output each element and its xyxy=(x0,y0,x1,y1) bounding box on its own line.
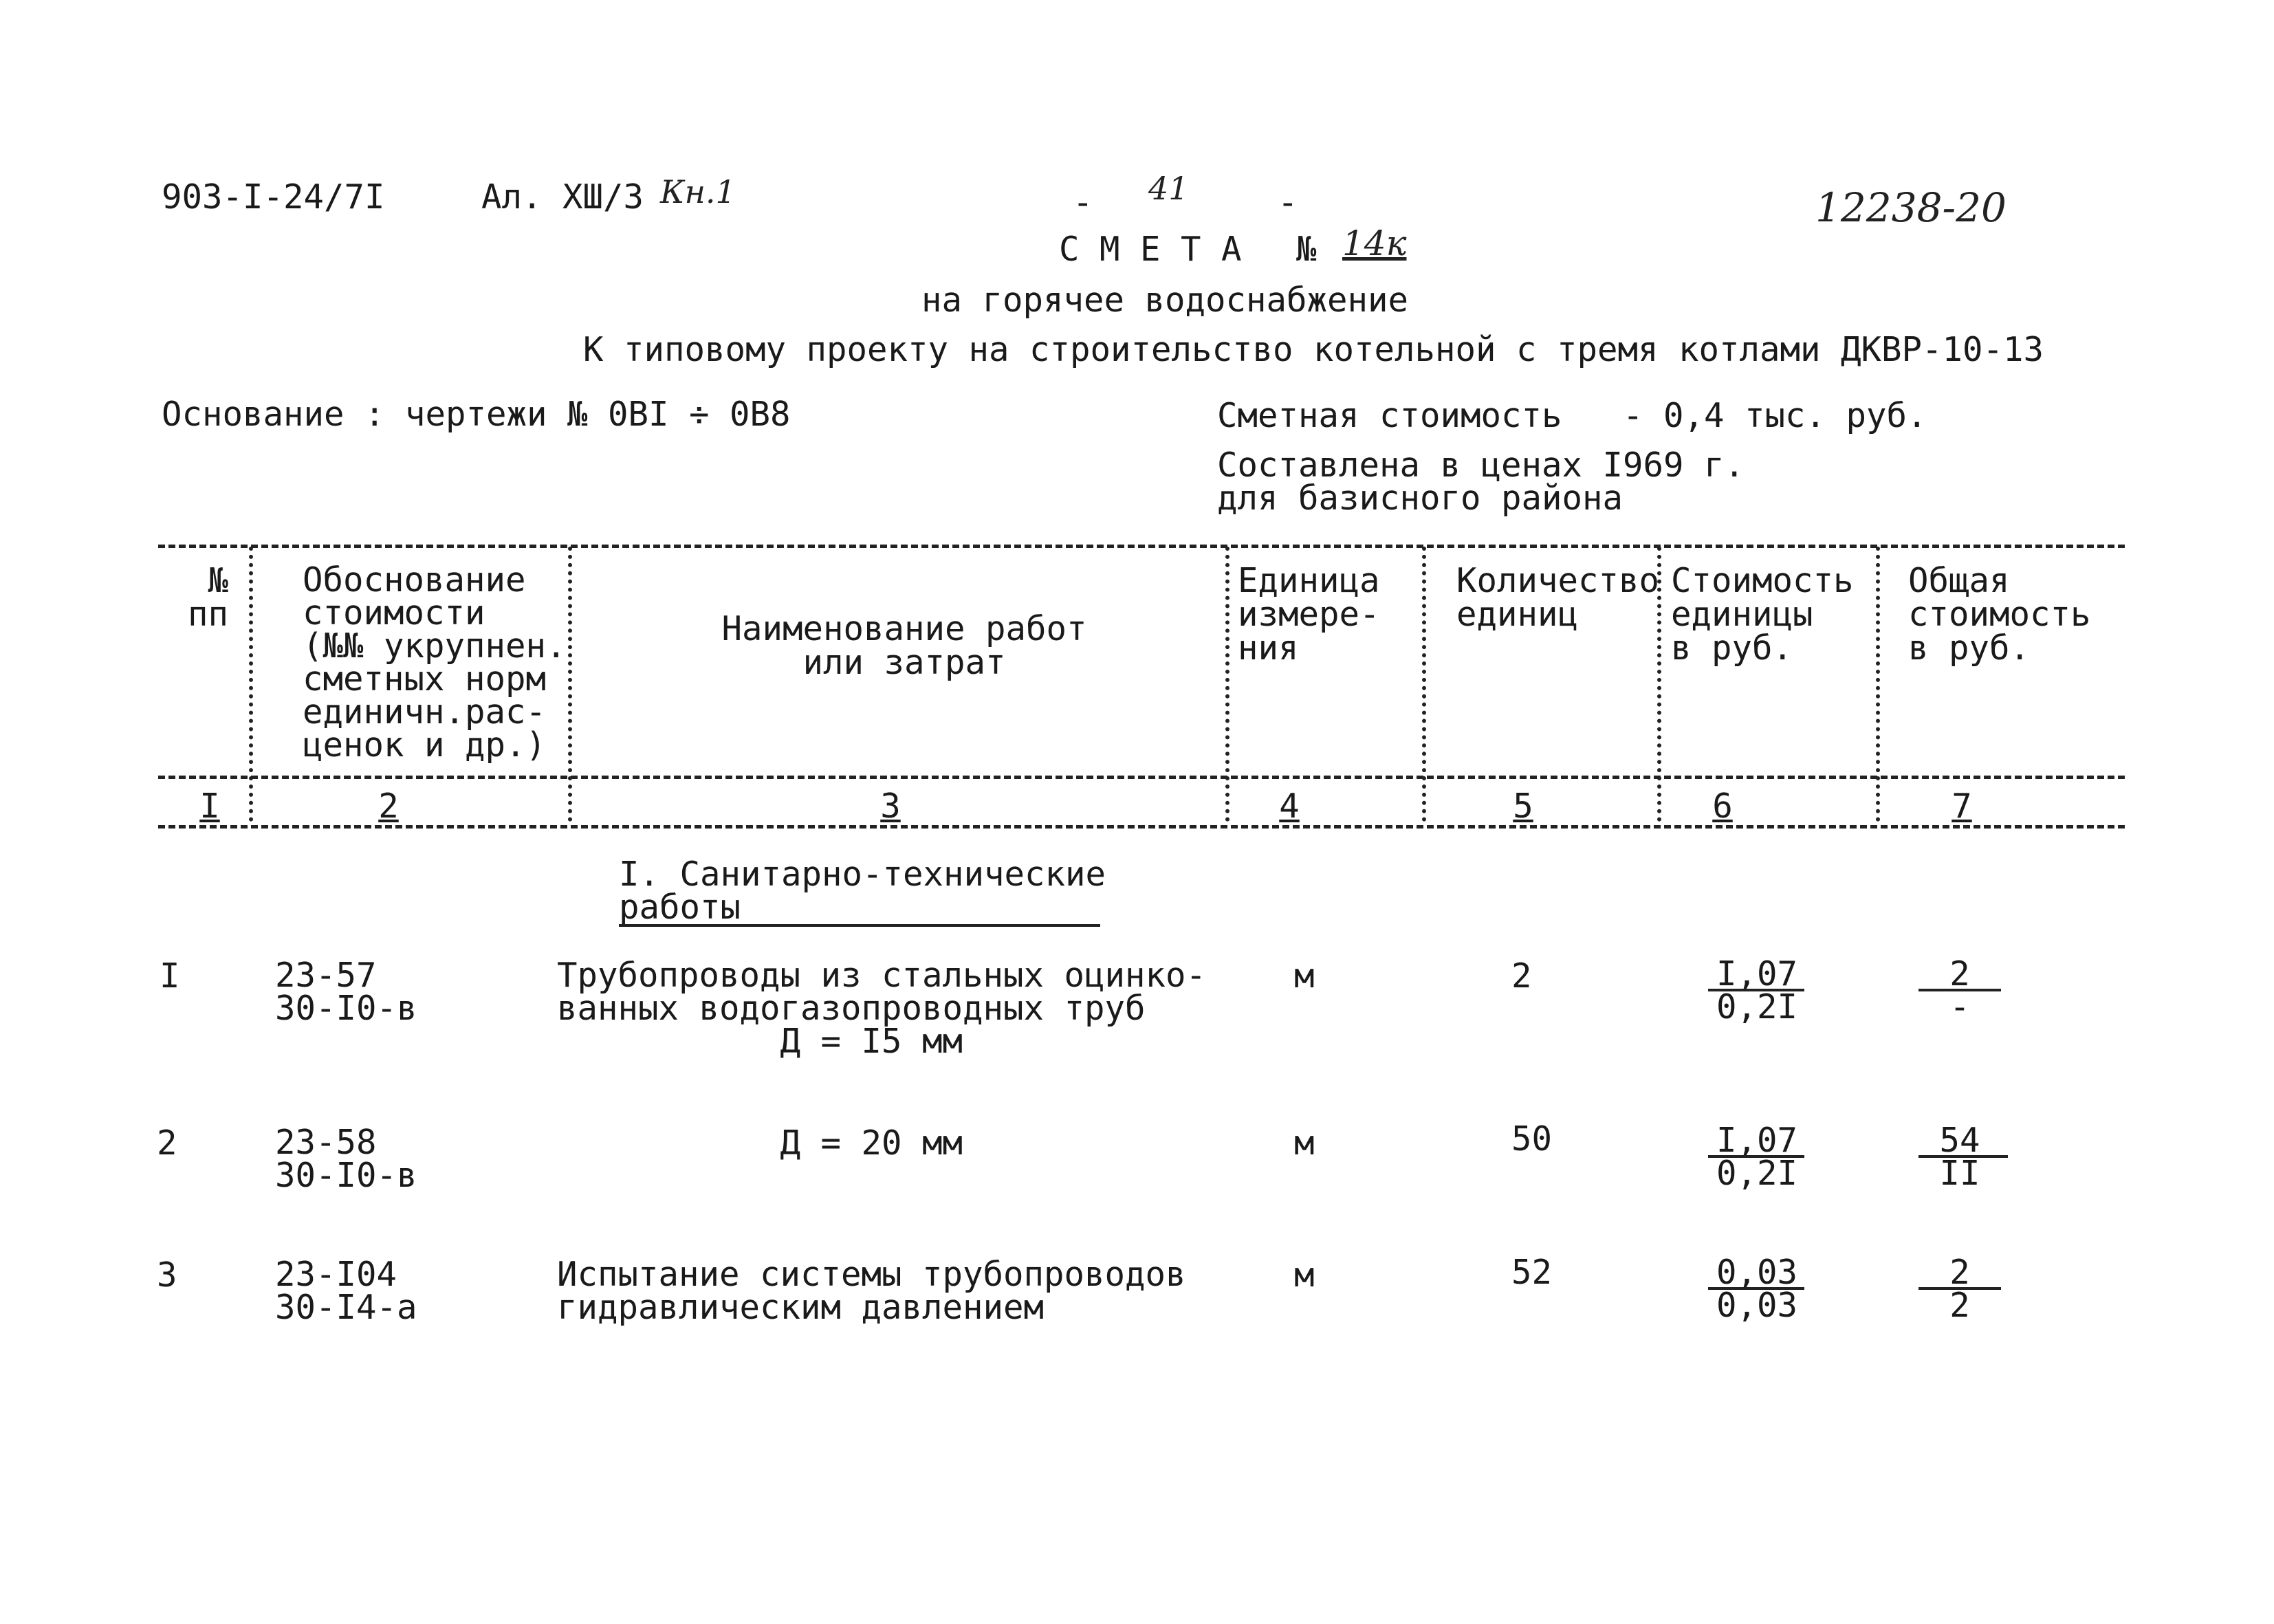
book-ref: Кн.1 xyxy=(660,173,736,210)
page-dash-left: - xyxy=(1073,183,1093,222)
header-col-total: Общая стоимость в руб. xyxy=(1908,561,2091,668)
basis-line: Основание : чертежи № 0ВI ÷ 0В8 xyxy=(162,395,791,434)
col-divider-3 xyxy=(1225,547,1229,822)
row-2-unit-cost-bottom: 0,2I xyxy=(1716,1154,1797,1193)
header-col-unit: Единица измере- ния xyxy=(1238,561,1380,668)
project-line: К типовому проекту на строительство котельной с тремя котлами ДКВР-10-13 xyxy=(583,330,2044,369)
row-1-unit: м xyxy=(1294,956,1315,996)
col-divider-2 xyxy=(568,547,572,822)
table-colnum-rule xyxy=(158,825,2125,829)
doc-title-number: 14к xyxy=(1342,223,1407,263)
row-1-total-top: 2 xyxy=(1949,954,1970,994)
stamp-number: 12238-20 xyxy=(1815,184,2007,231)
row-1-total-bottom: - xyxy=(1949,987,1970,1027)
row-3-unit: м xyxy=(1294,1255,1315,1295)
col-number-6: 6 xyxy=(1712,787,1733,826)
row-1-basis: 23-57 30-I0-в xyxy=(275,956,417,1028)
row-1-name: Трубопроводы из стальных оцинко- ванных водогазопроводных труб Д = I5 мм xyxy=(557,956,1207,1061)
page-number: 41 xyxy=(1148,170,1189,207)
row-3-unit-cost-top: 0,03 xyxy=(1716,1253,1797,1292)
row-3-qty: 52 xyxy=(1511,1253,1553,1292)
section-title: I. Санитарно-технические работы xyxy=(619,855,1106,927)
col-number-5: 5 xyxy=(1513,787,1533,826)
doc-title: С М Е Т А xyxy=(1059,230,1242,269)
row-2-qty: 50 xyxy=(1511,1119,1553,1159)
col-divider-6 xyxy=(1876,547,1880,822)
row-3-name: Испытание системы трубопроводов гидравлическим давлением xyxy=(557,1255,1186,1327)
row-2-total-top: 54 xyxy=(1939,1121,1980,1160)
header-col-basis: Обоснование стоимости (№№ укрупнен. сметных норм единичн.рас- ценок и др.) xyxy=(303,560,567,765)
page-dash-right: - xyxy=(1278,183,1298,222)
row-3-total-bottom: 2 xyxy=(1949,1286,1970,1325)
col-number-2: 2 xyxy=(378,787,399,826)
row-1-unit-cost-bottom: 0,2I xyxy=(1716,987,1797,1027)
doc-subtitle: на горячее водоснабжение xyxy=(921,281,1409,320)
row-3-total-top: 2 xyxy=(1949,1253,1970,1292)
header-col-num: № пп xyxy=(187,561,228,634)
row-2-total-bottom: II xyxy=(1939,1154,1980,1193)
prices-line-1: Составлена в ценах I969 г. xyxy=(1217,446,1745,485)
row-2-unit-cost-top: I,07 xyxy=(1716,1121,1797,1160)
section-title-underline xyxy=(619,924,1100,927)
row-1-num: I xyxy=(160,956,180,996)
row-1-qty: 2 xyxy=(1511,956,1532,996)
prices-line-2: для базисного района xyxy=(1217,479,1623,518)
row-2-basis: 23-58 30-I0-в xyxy=(275,1123,417,1195)
col-divider-1 xyxy=(249,547,253,822)
estimate-cost: Сметная стоимость - 0,4 тыс. руб. xyxy=(1217,396,1927,435)
album-ref: Ал. ХШ/3 xyxy=(481,177,644,217)
table-header-rule xyxy=(158,776,2125,779)
doc-title-no: № xyxy=(1296,230,1317,269)
row-3-unit-cost-bottom: 0,03 xyxy=(1716,1286,1797,1325)
col-number-7: 7 xyxy=(1952,787,1972,826)
header-col-qty: Количество единиц xyxy=(1456,561,1660,634)
header-col-unit-cost: Стоимость единицы в руб. xyxy=(1671,561,1854,668)
row-3-basis: 23-I04 30-I4-а xyxy=(275,1255,417,1327)
header-col-name: Наименование работ или затрат xyxy=(721,609,1087,682)
row-2-num: 2 xyxy=(157,1123,177,1163)
doc-code: 903-I-24/7I xyxy=(162,177,385,217)
col-number-4: 4 xyxy=(1279,787,1300,826)
row-1-unit-cost-top: I,07 xyxy=(1716,954,1797,994)
row-2-name: Д = 20 мм xyxy=(557,1123,963,1163)
row-3-num: 3 xyxy=(157,1255,177,1295)
col-divider-4 xyxy=(1422,547,1426,822)
row-2-unit: м xyxy=(1294,1123,1315,1163)
col-number-1: I xyxy=(199,787,220,826)
col-number-3: 3 xyxy=(880,787,901,826)
table-top-rule xyxy=(158,545,2125,548)
